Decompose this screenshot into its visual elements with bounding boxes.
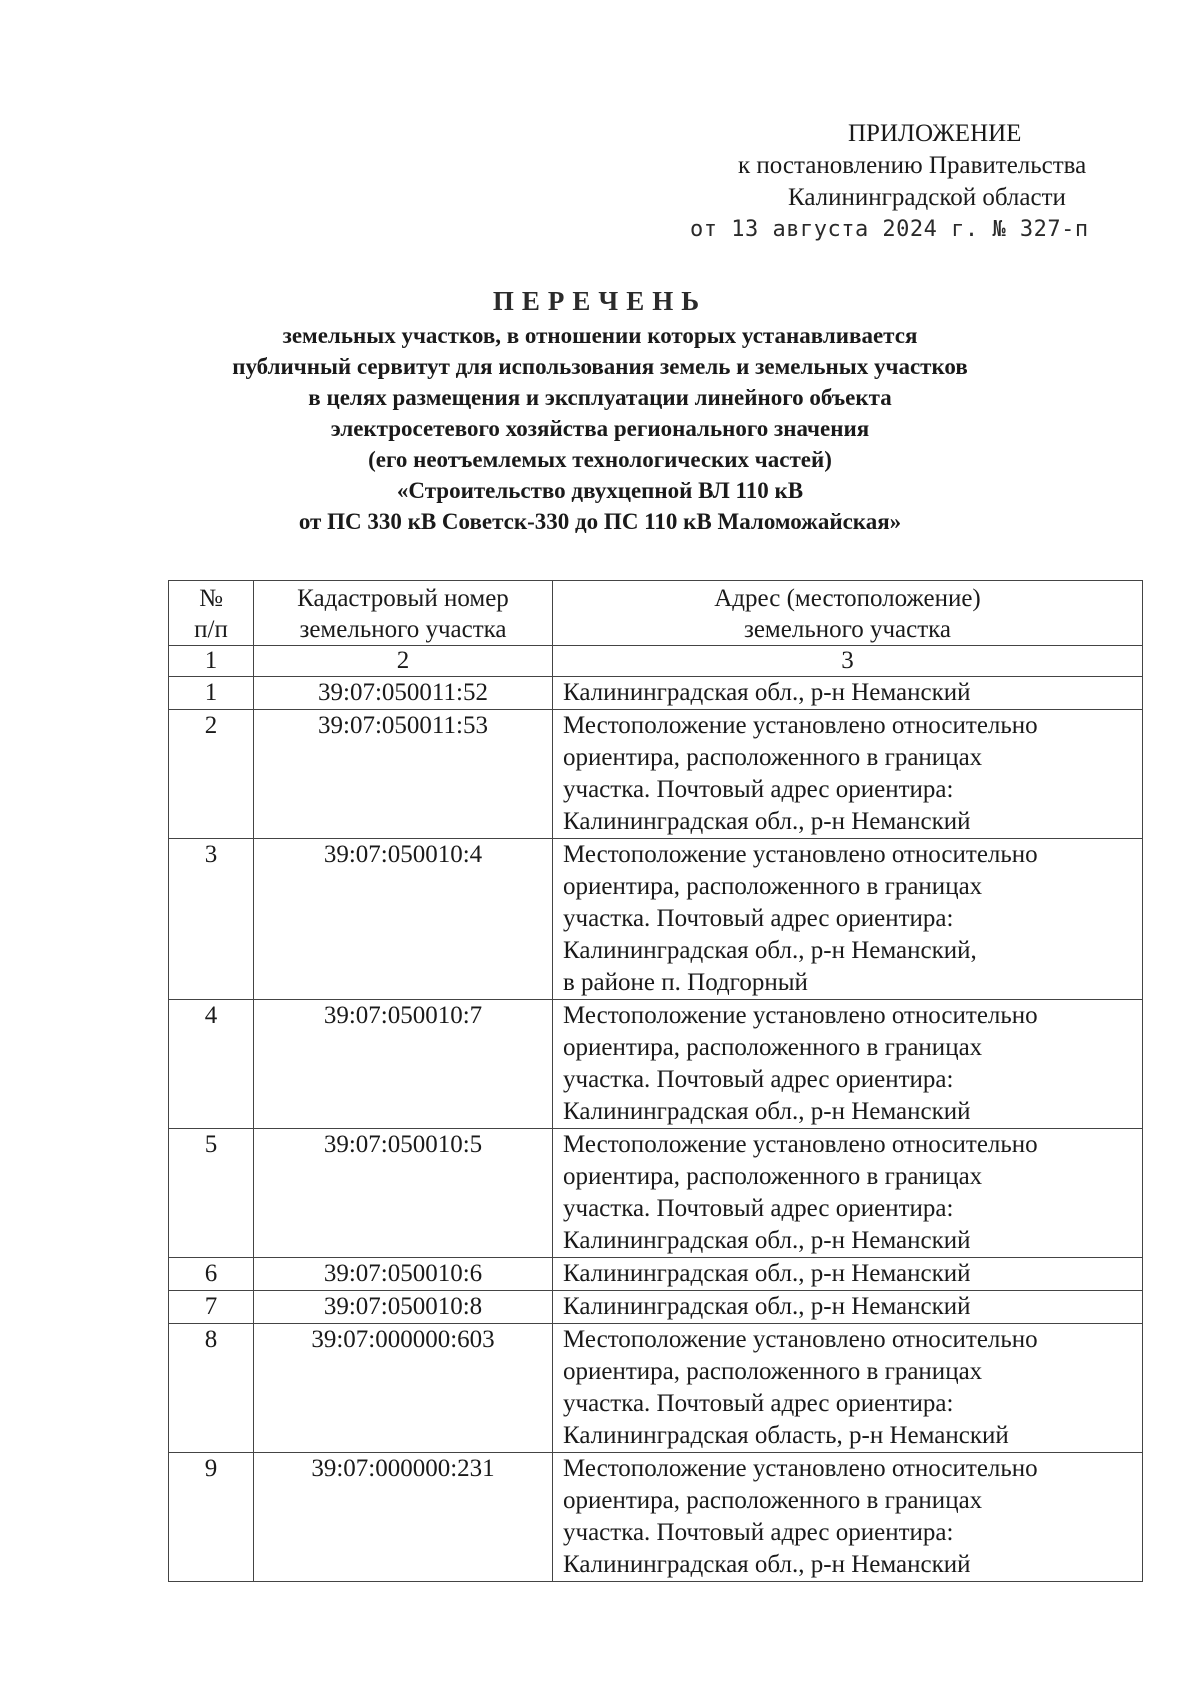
land-plots-table	[168, 580, 1143, 1582]
address-cell	[553, 1129, 1143, 1258]
address-line: Местоположение установлено относительно	[563, 712, 1038, 739]
row-number: 7	[169, 1291, 254, 1324]
appendix-resolution-line: к постановлению Правительства	[738, 152, 1087, 179]
cadastral-number: 39:07:050010:6	[254, 1258, 553, 1291]
address-line: Калининградская обл., р-н Неманский	[563, 808, 971, 835]
address-line: Калининградская область, р-н Неманский	[563, 1422, 1009, 1449]
address-line: Калининградская обл., р-н Неманский	[563, 1098, 971, 1125]
column-number: 1	[169, 646, 254, 677]
table-row	[169, 1453, 1143, 1582]
address-line: ориентира, расположенного в границах	[563, 1163, 983, 1190]
appendix-date-line: от 13 августа 2024 г. № 327-п	[690, 217, 1089, 242]
column-number-row	[169, 646, 1143, 677]
address-line: ориентира, расположенного в границах	[563, 1034, 983, 1061]
header-cadastral: Кадастровый номер земельного участка	[254, 581, 553, 646]
cadastral-number: 39:07:050010:7	[254, 1000, 553, 1129]
address-line: Местоположение установлено относительно	[563, 1326, 1038, 1353]
heading-line: в целях размещения и эксплуатации линейного объекта	[308, 385, 892, 410]
address-cell	[553, 1000, 1143, 1129]
heading-line: земельных участков, в отношении которых устанавливается	[282, 323, 918, 348]
table-row	[169, 1324, 1143, 1453]
table-row	[169, 839, 1143, 1000]
address-line: участка. Почтовый адрес ориентира:	[563, 776, 954, 803]
heading-line: «Строительство двухцепной ВЛ 110 кВ	[396, 478, 804, 503]
cadastral-number: 39:07:050011:53	[254, 710, 553, 839]
appendix-title: ПРИЛОЖЕНИЕ	[848, 120, 1022, 147]
address-line: ориентира, расположенного в границах	[563, 873, 983, 900]
address-line: Местоположение установлено относительно	[563, 1455, 1038, 1482]
address-line: Калининградская обл., р-н Неманский	[563, 1227, 971, 1254]
address-line: Калининградская обл., р-н Неманский	[563, 1551, 971, 1578]
address-cell	[553, 1324, 1143, 1453]
heading-line: публичный сервитут для использования земель и земельных участков	[232, 354, 968, 379]
document-heading	[0, 282, 1200, 537]
column-number: 3	[553, 646, 1143, 677]
table-row	[169, 1129, 1143, 1258]
row-number: 2	[169, 710, 254, 839]
address-cell	[553, 677, 1143, 710]
row-number: 4	[169, 1000, 254, 1129]
heading-line: электросетевого хозяйства регионального значения	[330, 416, 870, 441]
address-line: в районе п. Подгорный	[563, 969, 808, 996]
column-number: 2	[254, 646, 553, 677]
appendix-region-line: Калининградской области	[788, 184, 1066, 211]
address-cell	[553, 1258, 1143, 1291]
address-line: участка. Почтовый адрес ориентира:	[563, 1195, 954, 1222]
heading-line: от ПС 330 кВ Советск-330 до ПС 110 кВ Маломожайская»	[298, 509, 902, 534]
row-number: 9	[169, 1453, 254, 1582]
address-line: участка. Почтовый адрес ориентира:	[563, 1390, 954, 1417]
cadastral-number: 39:07:050011:52	[254, 677, 553, 710]
row-number: 1	[169, 677, 254, 710]
table-row	[169, 1000, 1143, 1129]
address-line: Калининградская обл., р-н Неманский	[563, 1260, 971, 1287]
cadastral-number: 39:07:050010:5	[254, 1129, 553, 1258]
table-header-row	[169, 581, 1143, 646]
row-number: 5	[169, 1129, 254, 1258]
row-number: 6	[169, 1258, 254, 1291]
address-line: Местоположение установлено относительно	[563, 1002, 1038, 1029]
address-line: ориентира, расположенного в границах	[563, 1358, 983, 1385]
address-line: участка. Почтовый адрес ориентира:	[563, 1066, 954, 1093]
heading-line: (его неотъемлемых технологических частей)	[368, 447, 832, 472]
address-line: участка. Почтовый адрес ориентира:	[563, 1519, 954, 1546]
address-cell	[553, 1453, 1143, 1582]
address-line: ориентира, расположенного в границах	[563, 744, 983, 771]
address-line: Калининградская обл., р-н Неманский	[563, 1293, 971, 1320]
address-cell	[553, 839, 1143, 1000]
address-line: Местоположение установлено относительно	[563, 1131, 1038, 1158]
cadastral-number: 39:07:050010:8	[254, 1291, 553, 1324]
address-cell	[553, 710, 1143, 839]
address-line: ориентира, расположенного в границах	[563, 1487, 983, 1514]
heading-title: ПЕРЕЧЕНЬ	[492, 286, 708, 316]
address-line: участка. Почтовый адрес ориентира:	[563, 905, 954, 932]
address-cell	[553, 1291, 1143, 1324]
appendix-block	[690, 118, 1160, 246]
table-row	[169, 710, 1143, 839]
table-row	[169, 1258, 1143, 1291]
header-address: Адрес (местоположение) земельного участка	[553, 581, 1143, 646]
cadastral-number: 39:07:050010:4	[254, 839, 553, 1000]
table-row	[169, 1291, 1143, 1324]
table-row	[169, 677, 1143, 710]
address-line: Калининградская обл., р-н Неманский,	[563, 937, 977, 964]
cadastral-number: 39:07:000000:231	[254, 1453, 553, 1582]
address-line: Местоположение установлено относительно	[563, 841, 1038, 868]
address-line: Калининградская обл., р-н Неманский	[563, 679, 971, 706]
cadastral-number: 39:07:000000:603	[254, 1324, 553, 1453]
row-number: 3	[169, 839, 254, 1000]
header-num: № п/п	[169, 581, 254, 646]
row-number: 8	[169, 1324, 254, 1453]
